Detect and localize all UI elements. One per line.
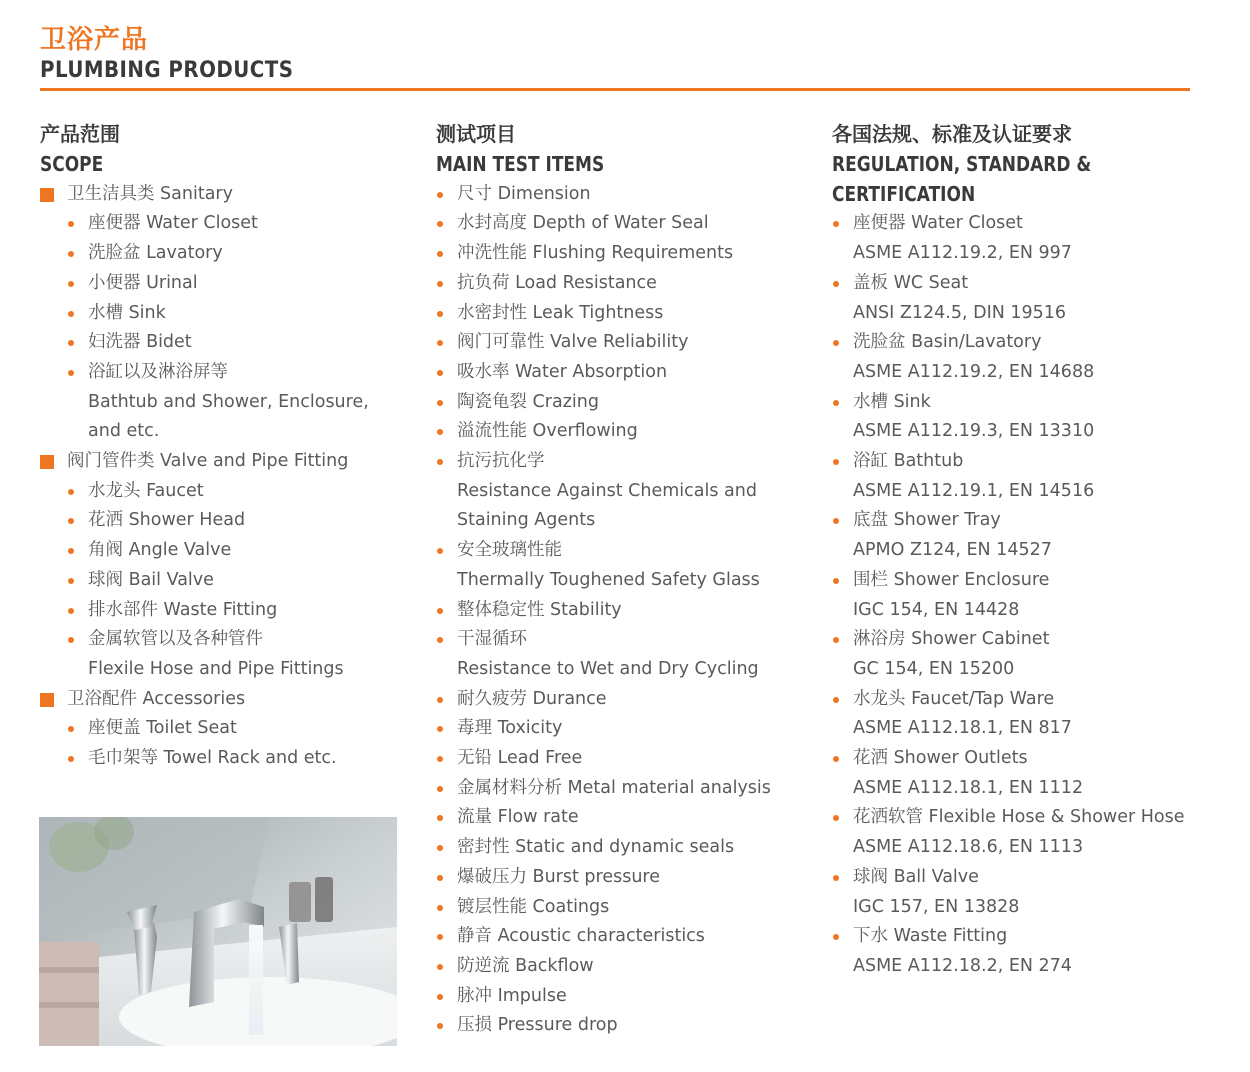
dot-bullet-icon bbox=[68, 637, 74, 643]
dot-bullet-icon bbox=[437, 637, 443, 643]
item-text-line: 花洒 Shower Head bbox=[88, 510, 246, 531]
scope-category-label: 卫生洁具类 Sanitary bbox=[67, 183, 233, 204]
bathroom-faucet-illustration bbox=[39, 817, 397, 1046]
item-text-line: 防逆流 Backflow bbox=[457, 955, 594, 976]
scope-item bbox=[40, 596, 410, 626]
dot-bullet-icon bbox=[833, 221, 839, 227]
test-item bbox=[436, 982, 816, 1012]
test-item bbox=[436, 209, 816, 239]
dot-bullet-icon bbox=[68, 281, 74, 287]
item-text-line: 座便器 Water Closet bbox=[88, 213, 258, 234]
dot-bullet-icon bbox=[437, 786, 443, 792]
dot-bullet-icon bbox=[68, 489, 74, 495]
dot-bullet-icon bbox=[68, 340, 74, 346]
test-item bbox=[436, 922, 816, 952]
square-bullet-icon bbox=[40, 188, 54, 202]
dot-bullet-icon bbox=[833, 934, 839, 940]
item-text-line: GC 154, EN 15200 bbox=[853, 658, 1015, 679]
scope-category bbox=[40, 447, 410, 477]
dot-bullet-icon bbox=[833, 281, 839, 287]
item-text-line: 座便器 Water Closet bbox=[853, 213, 1023, 234]
dot-bullet-icon bbox=[437, 192, 443, 198]
dot-bullet-icon bbox=[437, 311, 443, 317]
item-text-line: Flexile Hose and Pipe Fittings bbox=[88, 658, 344, 679]
scope-heading-cn: 产品范围 bbox=[40, 122, 120, 146]
scope-category bbox=[40, 685, 410, 715]
dot-bullet-icon bbox=[437, 429, 443, 435]
item-text-line: 爆破压力 Burst pressure bbox=[457, 866, 660, 887]
item-text-line: 花洒软管 Flexible Hose & Shower Hose bbox=[853, 807, 1185, 828]
test-item bbox=[436, 714, 816, 744]
scope-item bbox=[40, 239, 410, 269]
item-text-line: 陶瓷龟裂 Crazing bbox=[457, 391, 599, 412]
dot-bullet-icon bbox=[833, 578, 839, 584]
dot-bullet-icon bbox=[833, 697, 839, 703]
dot-bullet-icon bbox=[437, 281, 443, 287]
regulation-item bbox=[832, 328, 1232, 387]
dot-bullet-icon bbox=[437, 251, 443, 257]
dot-bullet-icon bbox=[437, 400, 443, 406]
test-item bbox=[436, 299, 816, 329]
item-text-line: 尺寸 Dimension bbox=[457, 183, 591, 204]
scope-item bbox=[40, 358, 410, 447]
item-text-line: 座便盖 Toilet Seat bbox=[88, 718, 237, 739]
dot-bullet-icon bbox=[437, 845, 443, 851]
regulation-item bbox=[832, 685, 1232, 744]
regulations-heading-en-2: CERTIFICATION bbox=[832, 181, 976, 206]
scope-item bbox=[40, 477, 410, 507]
dot-bullet-icon bbox=[833, 400, 839, 406]
dot-bullet-icon bbox=[68, 370, 74, 376]
item-text-line: 妇洗器 Bidet bbox=[88, 332, 192, 353]
regulations-column bbox=[832, 118, 1232, 982]
scope-item bbox=[40, 328, 410, 358]
item-text-line: 角阀 Angle Valve bbox=[88, 540, 232, 561]
dot-bullet-icon bbox=[68, 756, 74, 762]
scope-item bbox=[40, 269, 410, 299]
regulation-item bbox=[832, 506, 1232, 565]
item-text-line: 水槽 Sink bbox=[853, 391, 931, 412]
item-text-line: ASME A112.19.2, EN 997 bbox=[853, 243, 1072, 264]
scope-category-label: 阀门管件类 Valve and Pipe Fitting bbox=[67, 451, 349, 472]
regulation-item bbox=[832, 209, 1232, 268]
dot-bullet-icon bbox=[68, 221, 74, 227]
dot-bullet-icon bbox=[437, 875, 443, 881]
item-text-line: 镀层性能 Coatings bbox=[457, 896, 610, 917]
dot-bullet-icon bbox=[68, 548, 74, 554]
dot-bullet-icon bbox=[833, 340, 839, 346]
item-text-line: Resistance Against Chemicals and bbox=[457, 480, 757, 501]
test-item bbox=[436, 269, 816, 299]
item-text-line: ASME A112.19.2, EN 14688 bbox=[853, 361, 1095, 382]
regulation-item bbox=[832, 744, 1232, 803]
item-text-line: ANSI Z124.5, DIN 19516 bbox=[853, 302, 1067, 323]
item-text-line: 洗脸盆 Lavatory bbox=[88, 243, 223, 264]
scope-category-label: 卫浴配件 Accessories bbox=[67, 688, 246, 709]
bathroom-faucet-photo bbox=[39, 817, 397, 1046]
dot-bullet-icon bbox=[437, 934, 443, 940]
scope-item bbox=[40, 744, 410, 774]
item-text-line: 阀门可靠性 Valve Reliability bbox=[457, 332, 689, 353]
item-text-line: 抗负荷 Load Resistance bbox=[457, 272, 657, 293]
item-text-line: 抗污抗化学 bbox=[457, 451, 545, 472]
scope-item bbox=[40, 209, 410, 239]
page-title-cn: 卫浴产品 bbox=[40, 25, 149, 55]
square-bullet-icon bbox=[40, 693, 54, 707]
dot-bullet-icon bbox=[437, 756, 443, 762]
item-text-line: ASME A112.18.1, EN 817 bbox=[853, 718, 1072, 739]
tests-heading-en: MAIN TEST ITEMS bbox=[436, 152, 605, 176]
item-text-line: 球阀 Bail Valve bbox=[88, 569, 214, 590]
item-text-line: ASME A112.19.3, EN 13310 bbox=[853, 421, 1095, 442]
item-text-line: APMO Z124, EN 14527 bbox=[853, 540, 1052, 561]
item-text-line: 干湿循环 bbox=[457, 629, 527, 650]
item-text-line: 盖板 WC Seat bbox=[853, 272, 969, 293]
test-item bbox=[436, 863, 816, 893]
regulation-item bbox=[832, 269, 1232, 328]
page-title-en: PLUMBING PRODUCTS bbox=[40, 58, 294, 83]
dot-bullet-icon bbox=[833, 875, 839, 881]
item-text-line: 金属材料分析 Metal material analysis bbox=[457, 777, 771, 798]
item-text-line: 静音 Acoustic characteristics bbox=[457, 926, 705, 947]
scope-item bbox=[40, 566, 410, 596]
dot-bullet-icon bbox=[437, 697, 443, 703]
item-text-line: 水封高度 Depth of Water Seal bbox=[457, 213, 709, 234]
regulation-item bbox=[832, 625, 1232, 684]
regulation-item bbox=[832, 566, 1232, 625]
scope-category bbox=[40, 180, 410, 210]
item-text-line: ASME A112.18.2, EN 274 bbox=[853, 955, 1072, 976]
test-item bbox=[436, 239, 816, 269]
test-item bbox=[436, 685, 816, 715]
item-text-line: 冲洗性能 Flushing Requirements bbox=[457, 243, 734, 264]
dot-bullet-icon bbox=[437, 370, 443, 376]
item-text-line: 花洒 Shower Outlets bbox=[853, 748, 1028, 769]
test-item bbox=[436, 833, 816, 863]
item-text-line: 排水部件 Waste Fitting bbox=[88, 599, 278, 620]
item-text-line: 小便器 Urinal bbox=[88, 272, 198, 293]
regulations-list bbox=[832, 209, 1232, 981]
test-item bbox=[436, 328, 816, 358]
test-item bbox=[436, 417, 816, 447]
dot-bullet-icon bbox=[833, 459, 839, 465]
test-item bbox=[436, 596, 816, 626]
regulation-item bbox=[832, 447, 1232, 506]
test-item bbox=[436, 388, 816, 418]
dot-bullet-icon bbox=[437, 815, 443, 821]
dot-bullet-icon bbox=[68, 518, 74, 524]
item-text-line: 水龙头 Faucet/Tap Ware bbox=[853, 688, 1055, 709]
scope-item bbox=[40, 714, 410, 744]
item-text-line: 溢流性能 Overflowing bbox=[457, 421, 638, 442]
regulation-item bbox=[832, 863, 1232, 922]
item-text-line: 水密封性 Leak Tightness bbox=[457, 302, 664, 323]
scope-item bbox=[40, 536, 410, 566]
dot-bullet-icon bbox=[437, 548, 443, 554]
item-text-line: 金属软管以及各种管件 bbox=[88, 629, 263, 650]
dot-bullet-icon bbox=[437, 340, 443, 346]
item-text-line: 下水 Waste Fitting bbox=[853, 926, 1008, 947]
dot-bullet-icon bbox=[68, 608, 74, 614]
test-item bbox=[436, 625, 816, 684]
dot-bullet-icon bbox=[437, 459, 443, 465]
item-text-line: 毒理 Toxicity bbox=[457, 718, 563, 739]
test-item bbox=[436, 358, 816, 388]
item-text-line: 底盘 Shower Tray bbox=[853, 510, 1001, 531]
item-text-line: ASME A112.18.6, EN 1113 bbox=[853, 837, 1084, 858]
item-text-line: 洗脸盆 Basin/Lavatory bbox=[853, 332, 1042, 353]
item-text-line: Resistance to Wet and Dry Cycling bbox=[457, 658, 759, 679]
regulations-heading-en-1: REGULATION, STANDARD & bbox=[832, 152, 1092, 176]
dot-bullet-icon bbox=[833, 637, 839, 643]
item-text-line: 浴缸 Bathtub bbox=[853, 451, 964, 472]
scope-item bbox=[40, 506, 410, 536]
item-text-line: IGC 154, EN 14428 bbox=[853, 599, 1020, 620]
item-text-line: and etc. bbox=[88, 421, 160, 442]
item-text-line: 脉冲 Impulse bbox=[457, 985, 567, 1006]
scope-item bbox=[40, 299, 410, 329]
item-text-line: 淋浴房 Shower Cabinet bbox=[853, 629, 1050, 650]
test-item bbox=[436, 447, 816, 536]
dot-bullet-icon bbox=[833, 518, 839, 524]
dot-bullet-icon bbox=[437, 964, 443, 970]
test-item bbox=[436, 744, 816, 774]
dot-bullet-icon bbox=[437, 905, 443, 911]
tests-heading-cn: 测试项目 bbox=[436, 122, 516, 146]
dot-bullet-icon bbox=[68, 726, 74, 732]
item-text-line: 流量 Flow rate bbox=[457, 807, 579, 828]
item-text-line: 水槽 Sink bbox=[88, 302, 166, 323]
dot-bullet-icon bbox=[68, 311, 74, 317]
dot-bullet-icon bbox=[437, 994, 443, 1000]
dot-bullet-icon bbox=[437, 726, 443, 732]
dot-bullet-icon bbox=[833, 815, 839, 821]
regulation-item bbox=[832, 922, 1232, 981]
item-text-line: IGC 157, EN 13828 bbox=[853, 896, 1020, 917]
item-text-line: 围栏 Shower Enclosure bbox=[853, 569, 1050, 590]
dot-bullet-icon bbox=[68, 578, 74, 584]
item-text-line: 水龙头 Faucet bbox=[88, 480, 204, 501]
test-item bbox=[436, 952, 816, 982]
item-text-line: Bathtub and Shower, Enclosure, bbox=[88, 391, 369, 412]
scope-item bbox=[40, 625, 410, 684]
item-text-line: Staining Agents bbox=[457, 510, 596, 531]
regulation-item bbox=[832, 388, 1232, 447]
item-text-line: ASME A112.18.1, EN 1112 bbox=[853, 777, 1084, 798]
scope-heading-en: SCOPE bbox=[40, 152, 104, 176]
test-item bbox=[436, 536, 816, 595]
item-text-line: 浴缸以及淋浴屏等 bbox=[88, 361, 228, 382]
item-text-line: 吸水率 Water Absorption bbox=[457, 361, 668, 382]
regulation-item bbox=[832, 803, 1232, 862]
test-item bbox=[436, 774, 816, 804]
tests-list bbox=[436, 180, 816, 1041]
test-item bbox=[436, 180, 816, 210]
square-bullet-icon bbox=[40, 455, 54, 469]
item-text-line: 压损 Pressure drop bbox=[457, 1015, 618, 1036]
scope-column bbox=[40, 118, 410, 774]
item-text-line: 球阀 Ball Valve bbox=[853, 866, 979, 887]
item-text-line: 整体稳定性 Stability bbox=[457, 599, 622, 620]
item-text-line: ASME A112.19.1, EN 14516 bbox=[853, 480, 1095, 501]
dot-bullet-icon bbox=[437, 221, 443, 227]
dot-bullet-icon bbox=[833, 756, 839, 762]
test-item bbox=[436, 803, 816, 833]
header-divider bbox=[40, 88, 1190, 91]
tests-column bbox=[436, 118, 816, 1041]
item-text-line: 无铅 Lead Free bbox=[457, 748, 583, 769]
dot-bullet-icon bbox=[437, 608, 443, 614]
item-text-line: 密封性 Static and dynamic seals bbox=[457, 837, 735, 858]
item-text-line: Thermally Toughened Safety Glass bbox=[457, 569, 760, 590]
regulations-heading-cn: 各国法规、标准及认证要求 bbox=[832, 122, 1072, 146]
test-item bbox=[436, 1011, 816, 1041]
item-text-line: 安全玻璃性能 bbox=[457, 540, 562, 561]
dot-bullet-icon bbox=[437, 1023, 443, 1029]
test-item bbox=[436, 893, 816, 923]
item-text-line: 毛巾架等 Towel Rack and etc. bbox=[88, 748, 337, 769]
scope-list bbox=[40, 180, 410, 774]
dot-bullet-icon bbox=[68, 251, 74, 257]
page-header bbox=[40, 24, 1190, 86]
item-text-line: 耐久疲劳 Durance bbox=[457, 688, 607, 709]
